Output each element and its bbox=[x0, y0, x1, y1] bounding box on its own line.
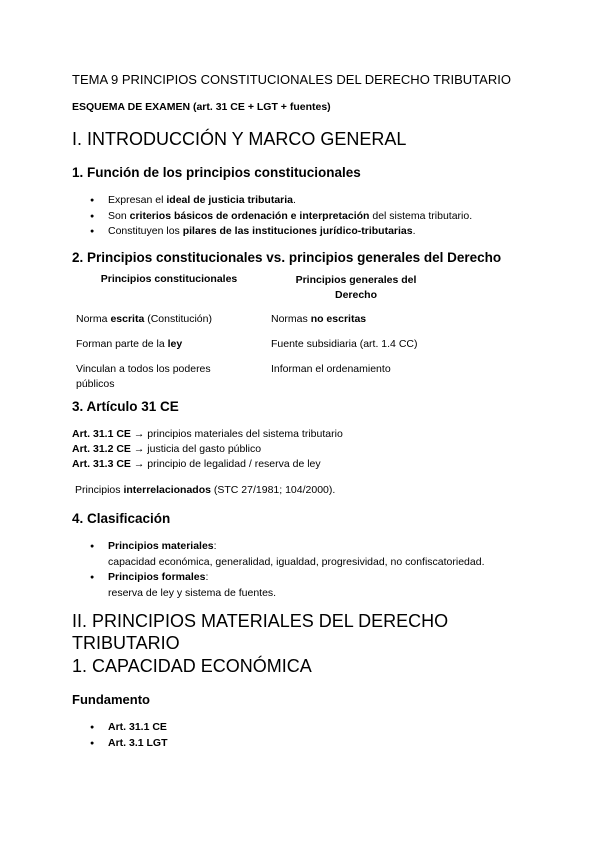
classification-list bbox=[72, 539, 485, 601]
table-cell: Normas no escritas bbox=[271, 313, 367, 325]
section-1-heading: I. INTRODUCCIÓN Y MARCO GENERAL bbox=[72, 129, 407, 149]
document-title: TEMA 9 PRINCIPIOS CONSTITUCIONALES DEL DERECHO TRIBUTARIO bbox=[72, 72, 511, 87]
table-cell: Forman parte de la ley bbox=[76, 338, 183, 350]
list-item: Art. 31.1 CE → principios materiales del sistema tributario bbox=[72, 428, 343, 440]
list-item: ● Art. 3.1 LGT bbox=[72, 736, 168, 752]
table-cell: Informan el ordenamiento bbox=[271, 363, 391, 375]
table-header-col1: Principios constitucionales bbox=[100, 273, 238, 285]
function-list bbox=[72, 193, 472, 240]
list-item: ● Principios formales: reserva de ley y sistema de fuentes. bbox=[72, 570, 485, 601]
list-item: ● Art. 31.1 CE bbox=[72, 720, 168, 736]
subsection-4-heading: 4. Clasificación bbox=[72, 511, 171, 526]
list-item: Art. 31.2 CE → justicia del gasto público bbox=[72, 443, 262, 455]
section-2-heading: II. PRINCIPIOS MATERIALES DEL DERECHO TRIBUTARIO bbox=[72, 611, 449, 653]
subsection-3-heading: 3. Artículo 31 CE bbox=[72, 399, 179, 414]
article-list bbox=[72, 427, 343, 472]
table-header-col2: Principios generales del Derecho bbox=[295, 274, 417, 301]
list-item: ● Expresan el ideal de justicia tributaria. bbox=[72, 193, 472, 209]
table-cell: Vinculan a todos los poderes públicos bbox=[76, 363, 211, 390]
fundamento-heading: Fundamento bbox=[72, 692, 150, 707]
subsection-2-heading: 2. Principios constitucionales vs. principios generales del Derecho bbox=[72, 250, 502, 265]
capacidad-economica-heading: 1. CAPACIDAD ECONÓMICA bbox=[72, 656, 312, 676]
document-subtitle: ESQUEMA DE EXAMEN (art. 31 CE + LGT + fuentes) bbox=[72, 101, 331, 113]
table-cell: Norma escrita (Constitución) bbox=[76, 313, 212, 325]
list-item: ● Constituyen los pilares de las instituciones jurídico-tributarias. bbox=[72, 224, 472, 240]
list-item: ● Son criterios básicos de ordenación e interpretación del sistema tributario. bbox=[72, 209, 472, 225]
fundamento-list bbox=[72, 720, 168, 751]
list-item: Art. 31.3 CE → principio de legalidad / reserva de ley bbox=[72, 458, 321, 470]
list-item: ● Principios materiales: capacidad económica, generalidad, igualdad, progresividad, no confiscatoriedad. bbox=[72, 539, 485, 570]
interrelation-note: Principios interrelacionados (STC 27/1981; 104/2000). bbox=[75, 484, 336, 496]
table-cell: Fuente subsidiaria (art. 1.4 CC) bbox=[271, 338, 418, 350]
subsection-1-heading: 1. Función de los principios constitucionales bbox=[72, 165, 361, 180]
